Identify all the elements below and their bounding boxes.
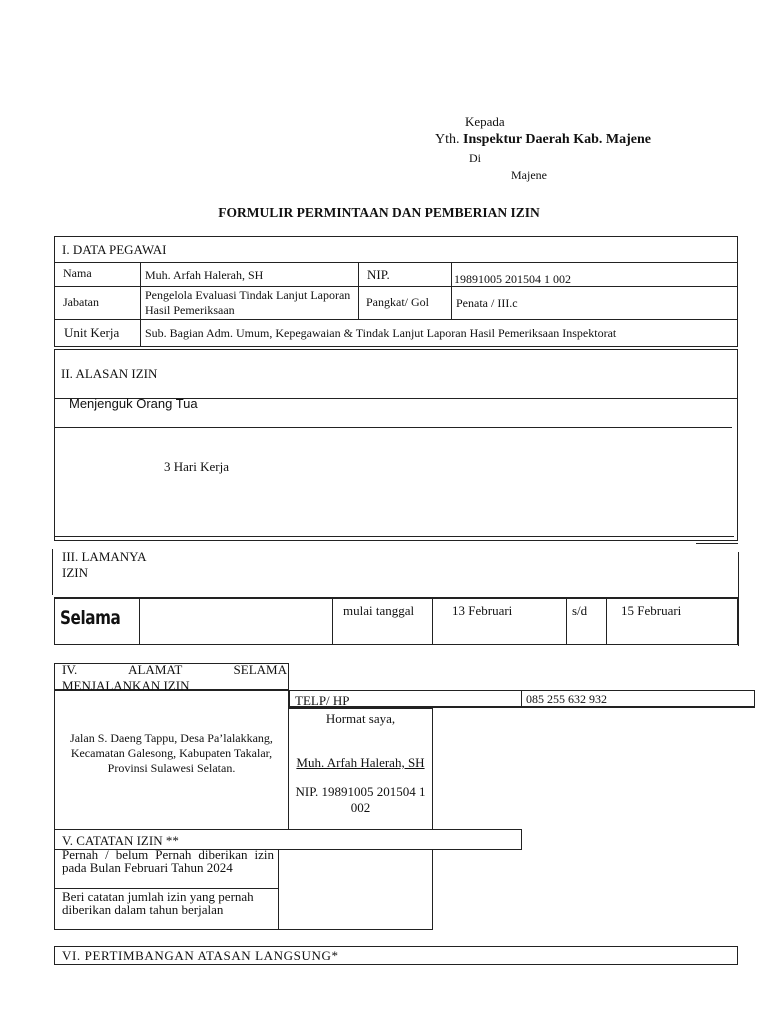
catatan-row2: Beri catatan jumlah izin yang pernah diberikan dalam tahun berjalan <box>62 889 254 917</box>
addressee-place: Majene <box>511 168 547 182</box>
divider <box>521 690 522 708</box>
section5-heading: V. CATATAN IZIN ** <box>62 833 179 848</box>
addressee-kepada: Kepada <box>465 114 505 129</box>
closing-text: Hormat saya, <box>325 711 396 726</box>
telp-value: 085 255 632 932 <box>526 692 607 706</box>
divider <box>140 262 141 347</box>
unit-label: Unit Kerja <box>64 325 120 340</box>
section4-heading: IV. ALAMAT SELAMA MENJALANKAN IZIN <box>62 662 287 693</box>
divider <box>54 262 738 263</box>
section3-heading: III. LAMANYA IZIN <box>62 549 146 580</box>
divider <box>606 597 607 645</box>
nip-value: 19891005 201504 1 002 <box>454 272 571 286</box>
divider <box>432 597 433 645</box>
divider <box>332 597 333 645</box>
section1-heading: I. DATA PEGAWAI <box>62 242 167 257</box>
signer-name: Muh. Arfah Halerah, SH <box>296 755 425 770</box>
addressee-line <box>435 131 651 148</box>
address-value: Jalan S. Daeng Tappu, Desa Pa’lalakkang, Kecamatan Galesong, Kabupaten Takalar, Provinsi Sulawesi Selatan. <box>70 731 273 775</box>
divider <box>451 262 452 319</box>
divider <box>566 597 567 645</box>
divider <box>54 536 734 537</box>
signer-nip: NIP. 19891005 201504 1 002 <box>295 784 426 815</box>
divider <box>139 597 140 645</box>
start-date: 13 Februari <box>452 603 513 618</box>
divider <box>54 319 738 320</box>
addressee-recipient: Inspektur Daerah Kab. Majene <box>463 132 651 147</box>
end-date: 15 Februari <box>621 603 682 618</box>
divider <box>738 552 739 646</box>
divider <box>278 849 279 930</box>
pangkat-value: Penata / III.c <box>456 296 518 310</box>
nama-label: Nama <box>63 266 92 280</box>
nip-label: NIP. <box>367 267 390 282</box>
jabatan-label: Jabatan <box>63 295 99 309</box>
form-title: FORMULIR PERMINTAAN DAN PEMBERIAN IZIN <box>218 205 540 220</box>
section6-heading: VI. PERTIMBANGAN ATASAN LANGSUNG* <box>62 948 339 963</box>
nama-value: Muh. Arfah Halerah, SH <box>145 268 264 282</box>
unit-value: Sub. Bagian Adm. Umum, Kepegawaian & Tindak Lanjut Laporan Hasil Pemeriksaan Inspektorat <box>145 326 617 340</box>
sd-label: s/d <box>572 603 588 618</box>
divider <box>54 427 732 428</box>
divider <box>696 543 738 544</box>
duration-text: 3 Hari Kerja <box>164 459 229 474</box>
telp-label: TELP/ HP <box>295 693 350 708</box>
pangkat-label: Pangkat/ Gol <box>366 295 429 309</box>
addressee-di: Di <box>469 151 481 165</box>
divider <box>358 262 359 319</box>
telp-row <box>289 690 755 708</box>
reason-value: Menjenguk Orang Tua <box>69 396 198 411</box>
mulai-label: mulai tanggal <box>343 603 415 618</box>
addressee-yth: Yth. <box>435 132 460 147</box>
catatan-row1: Pernah / belum Pernah diberikan izin pada Bulan Februari Tahun 2024 <box>62 847 274 875</box>
jabatan-value: Pengelola Evaluasi Tindak Lanjut Laporan Hasil Pemeriksaan <box>145 288 351 317</box>
selama-label: Selama <box>60 607 121 629</box>
divider <box>52 549 53 595</box>
section2-heading: II. ALASAN IZIN <box>61 366 158 381</box>
divider <box>54 286 738 287</box>
